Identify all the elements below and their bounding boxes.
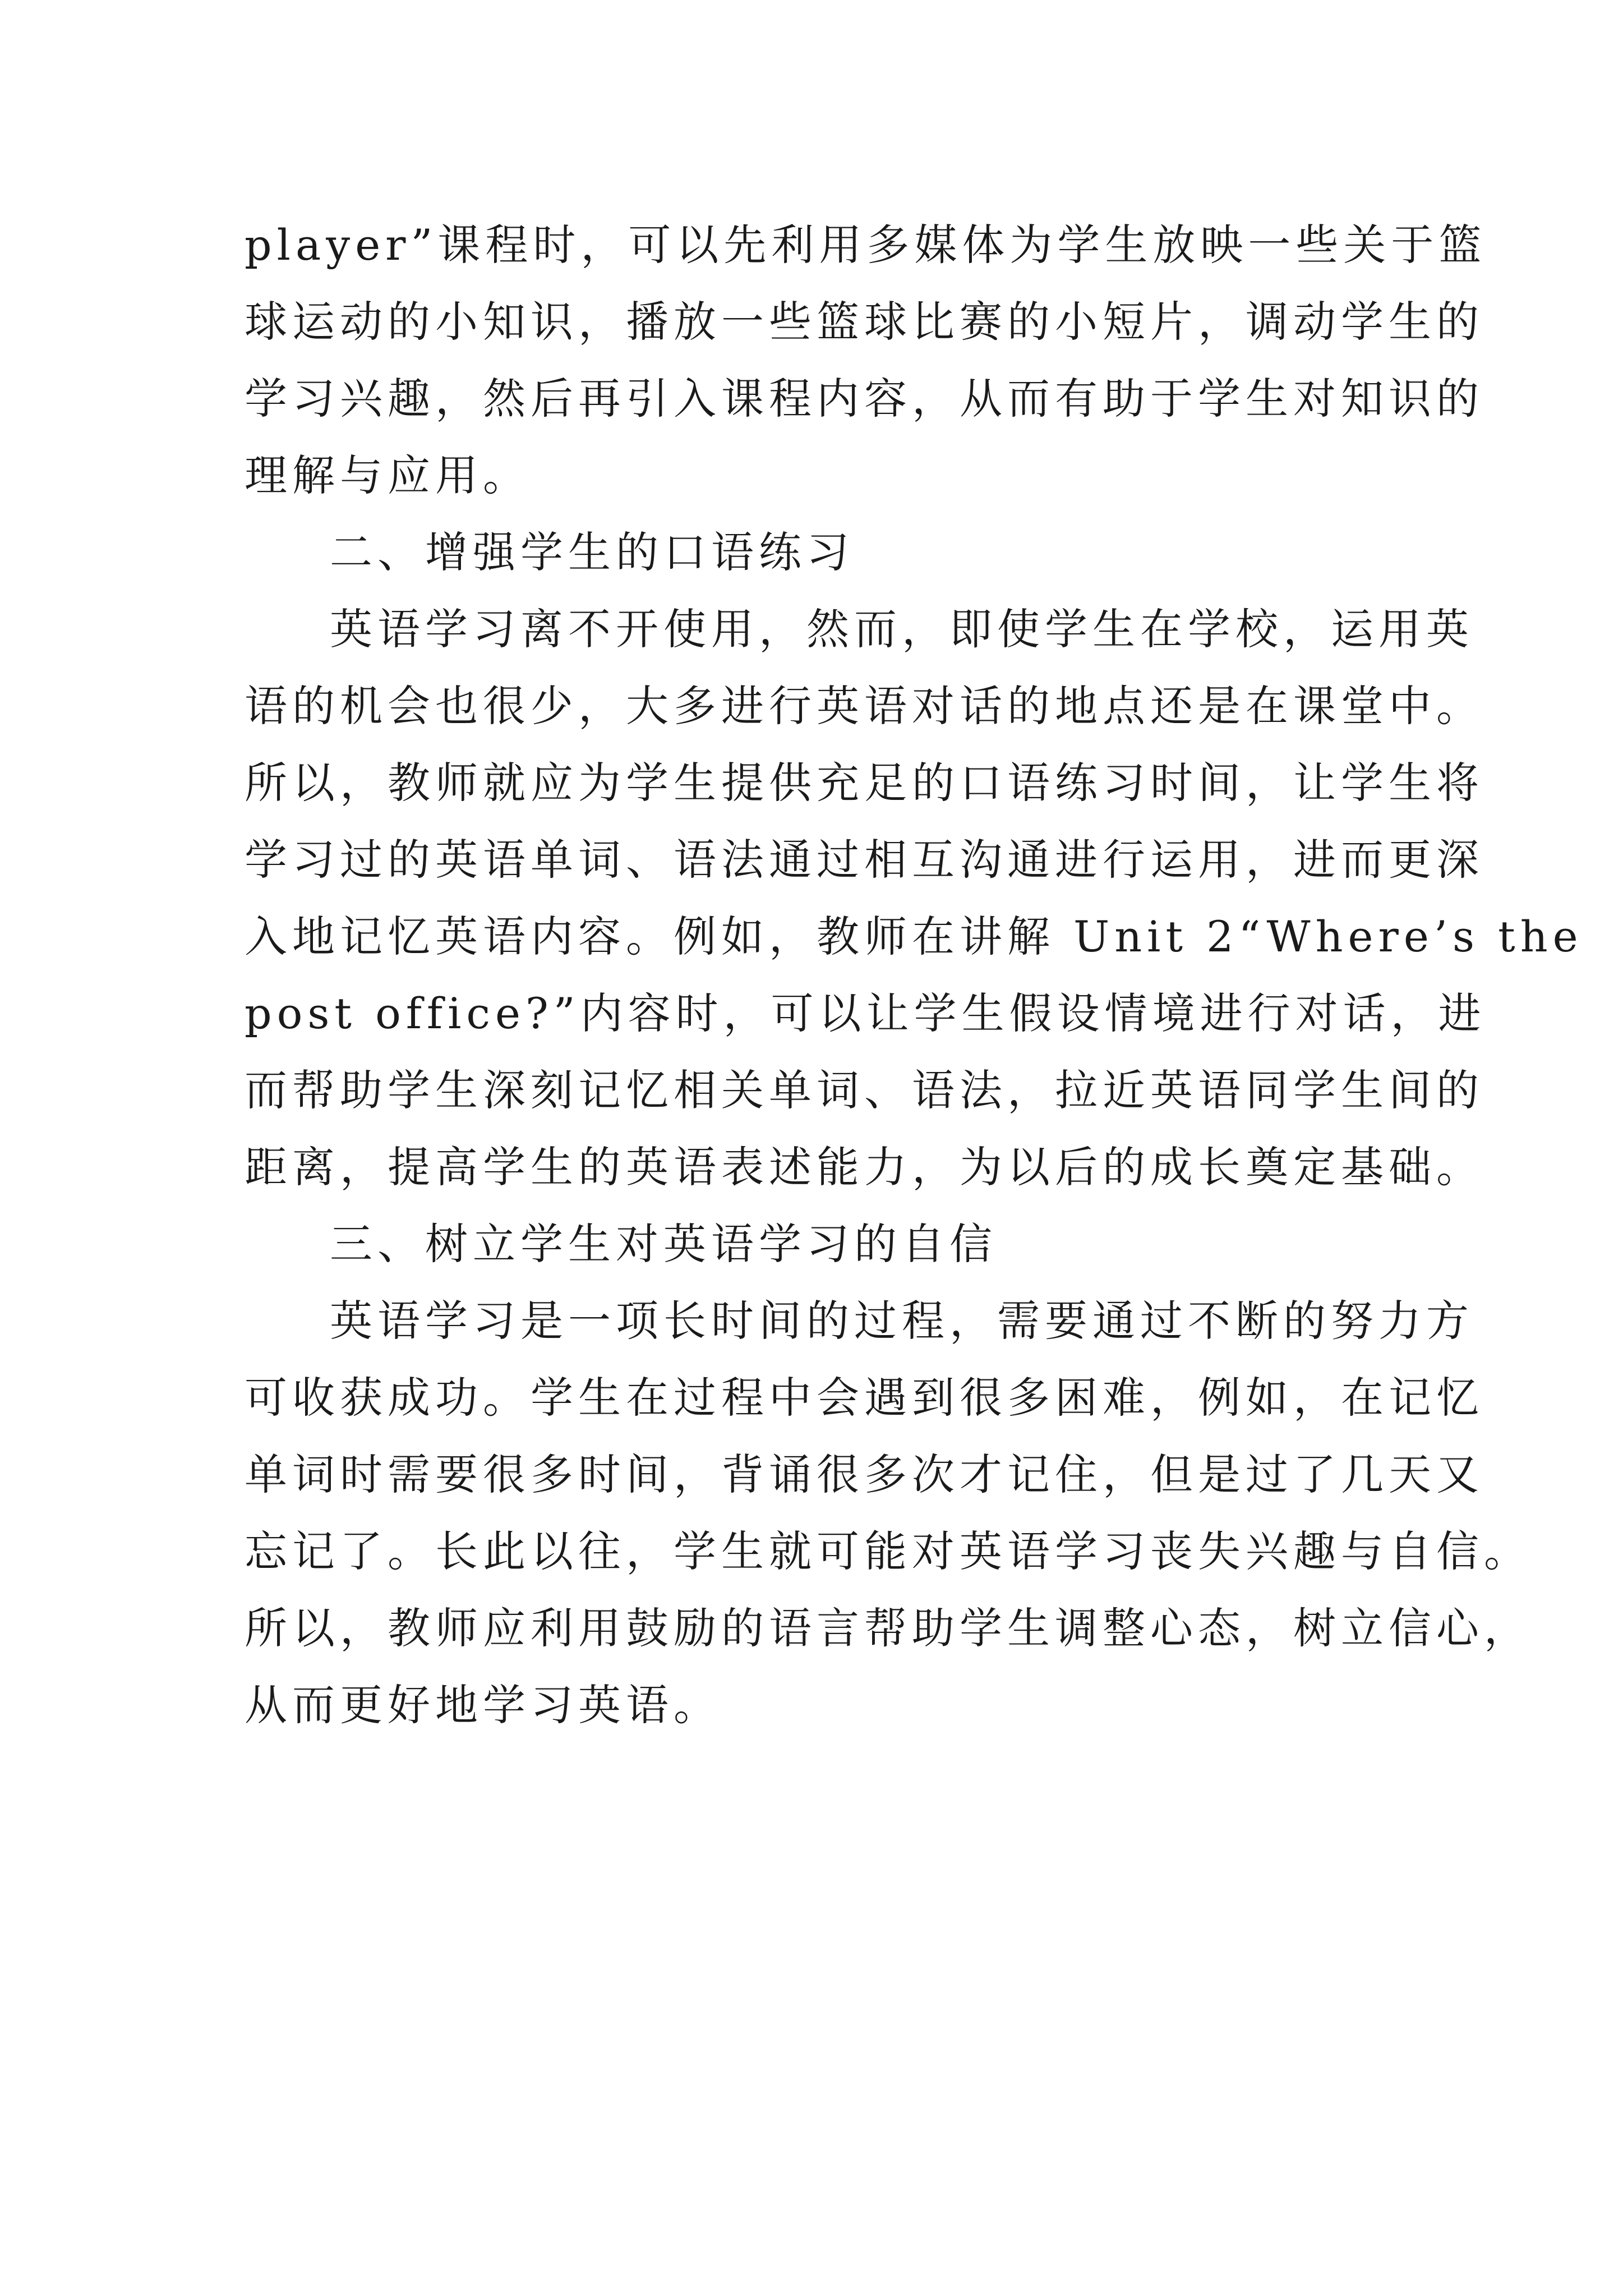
paragraph-line: 学习过的英语单词、语法通过相互沟通进行运用，进而更深 — [245, 835, 1484, 885]
paragraph-line: 语的机会也很少，大多进行英语对话的地点还是在课堂中。 — [245, 681, 1484, 731]
paragraph-line: 而帮助学生深刻记忆相关单词、语法，拉近英语同学生间的 — [245, 1065, 1484, 1115]
paragraph-line: 英语学习离不开使用，然而，即使学生在学校，运用英 — [330, 604, 1474, 654]
body-text — [245, 206, 1583, 1743]
paragraph-line: 球运动的小知识，播放一些篮球比赛的小短片，调动学生的 — [245, 297, 1484, 347]
paragraph-line: 理解与应用。 — [245, 450, 531, 500]
paragraph-line: 单词时需要很多时间，背诵很多次才记住，但是过了几天又 — [245, 1450, 1484, 1499]
paragraph-line: 学习兴趣，然后再引入课程内容，从而有助于学生对知识的 — [245, 374, 1484, 424]
paragraph-line: 所以，教师就应为学生提供充足的口语练习时间，让学生将 — [245, 758, 1484, 808]
paragraph-line: player”课程时，可以先利用多媒体为学生放映一些关于篮 — [245, 220, 1487, 270]
paragraph-line: 入地记忆英语内容。例如，教师在讲解 Unit 2“Where’s the — [245, 912, 1583, 961]
section-heading: 三、树立学生对英语学习的自信 — [330, 1219, 997, 1269]
paragraph-line: 从而更好地学习英语。 — [245, 1680, 721, 1730]
paragraph-line: 可收获成功。学生在过程中会遇到很多困难，例如，在记忆 — [245, 1373, 1484, 1423]
paragraph-line: 忘记了。长此以往，学生就可能对英语学习丧失兴趣与自信。 — [245, 1526, 1532, 1576]
section-heading: 二、增强学生的口语练习 — [330, 527, 854, 577]
paragraph-line: 所以，教师应利用鼓励的语言帮助学生调整心态，树立信心， — [245, 1603, 1532, 1653]
paragraph-line: post office?”内容时，可以让学生假设情境进行对话，进 — [245, 988, 1486, 1038]
paragraph-line: 距离，提高学生的英语表述能力，为以后的成长奠定基础。 — [245, 1142, 1484, 1192]
paragraph-line: 英语学习是一项长时间的过程，需要通过不断的努力方 — [330, 1296, 1474, 1346]
